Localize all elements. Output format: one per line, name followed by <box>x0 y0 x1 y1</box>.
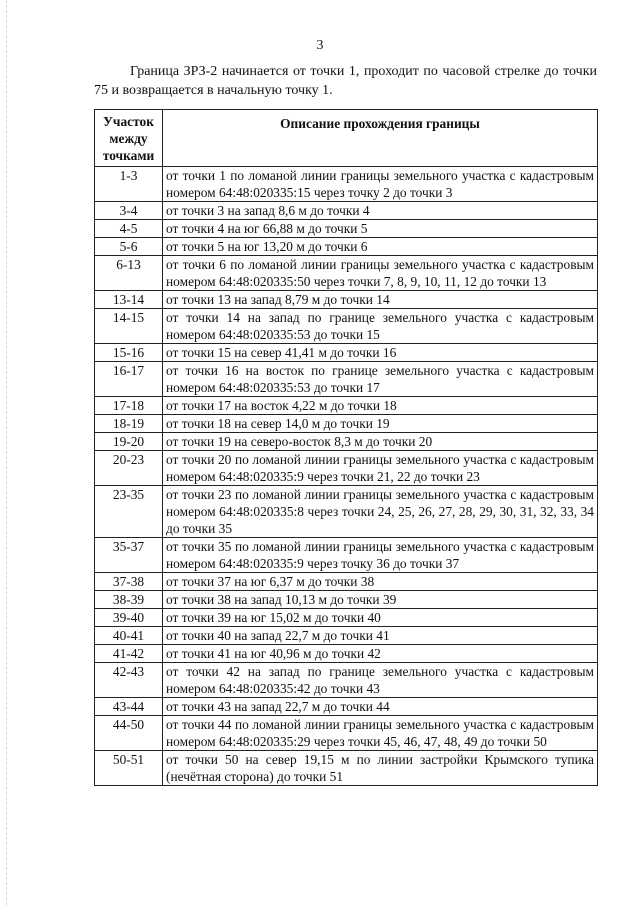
table-row <box>95 627 598 645</box>
segment-cell: 44-50 <box>95 716 163 751</box>
description-cell: от точки 20 по ломаной линии границы земельного участка с кадастровым номером 64:48:020335:9 через точки 21, 22 до точки 23 <box>163 451 598 486</box>
segment-cell: 43-44 <box>95 698 163 716</box>
table-row <box>95 415 598 433</box>
intro-paragraph: Граница ЗРЗ-2 начинается от точки 1, проходит по часовой стрелке до точки 75 и возвращается в начальную точку 1. <box>94 64 597 98</box>
table-row <box>95 573 598 591</box>
description-cell: от точки 13 на запад 8,79 м до точки 14 <box>163 291 598 309</box>
table-row <box>95 256 598 291</box>
table-row <box>95 609 598 627</box>
table-row <box>95 309 598 344</box>
table-row <box>95 291 598 309</box>
segment-cell: 19-20 <box>95 433 163 451</box>
description-cell: от точки 38 на запад 10,13 м до точки 39 <box>163 591 598 609</box>
table-row <box>95 433 598 451</box>
description-cell: от точки 6 по ломаной линии границы земельного участка с кадастровым номером 64:48:020335:50 через точки 7, 8, 9, 10, 11, 12 до точки 13 <box>163 256 598 291</box>
header-segment: Участок между точками <box>95 110 163 167</box>
segment-cell: 3-4 <box>95 202 163 220</box>
table-row <box>95 451 598 486</box>
description-cell: от точки 17 на восток 4,22 м до точки 18 <box>163 397 598 415</box>
table-row <box>95 202 598 220</box>
segment-cell: 38-39 <box>95 591 163 609</box>
segment-cell: 15-16 <box>95 344 163 362</box>
scan-edge <box>6 0 7 905</box>
description-cell: от точки 50 на север 19,15 м по линии застройки Крымского тупика (нечётная сторона) до точки 51 <box>163 751 598 786</box>
segment-cell: 37-38 <box>95 573 163 591</box>
table-row <box>95 238 598 256</box>
boundary-table <box>94 109 598 786</box>
segment-cell: 39-40 <box>95 609 163 627</box>
segment-cell: 13-14 <box>95 291 163 309</box>
segment-cell: 41-42 <box>95 645 163 663</box>
segment-cell: 16-17 <box>95 362 163 397</box>
description-cell: от точки 15 на север 41,41 м до точки 16 <box>163 344 598 362</box>
table-row <box>95 538 598 573</box>
description-cell: от точки 19 на северо-восток 8,3 м до точки 20 <box>163 433 598 451</box>
description-cell: от точки 40 на запад 22,7 м до точки 41 <box>163 627 598 645</box>
description-cell: от точки 3 на запад 8,6 м до точки 4 <box>163 202 598 220</box>
description-cell: от точки 5 на юг 13,20 м до точки 6 <box>163 238 598 256</box>
description-cell: от точки 18 на север 14,0 м до точки 19 <box>163 415 598 433</box>
segment-cell: 14-15 <box>95 309 163 344</box>
segment-cell: 35-37 <box>95 538 163 573</box>
description-cell: от точки 37 на юг 6,37 м до точки 38 <box>163 573 598 591</box>
segment-cell: 23-35 <box>95 486 163 538</box>
description-cell: от точки 39 на юг 15,02 м до точки 40 <box>163 609 598 627</box>
table-row <box>95 362 598 397</box>
segment-cell: 50-51 <box>95 751 163 786</box>
description-cell: от точки 4 на юг 66,88 м до точки 5 <box>163 220 598 238</box>
table-row <box>95 397 598 415</box>
segment-cell: 20-23 <box>95 451 163 486</box>
segment-cell: 18-19 <box>95 415 163 433</box>
table-row <box>95 220 598 238</box>
description-cell: от точки 41 на юг 40,96 м до точки 42 <box>163 645 598 663</box>
description-cell: от точки 14 на запад по границе земельного участка с кадастровым номером 64:48:020335:53 до точки 15 <box>163 309 598 344</box>
segment-cell: 40-41 <box>95 627 163 645</box>
description-cell: от точки 23 по ломаной линии границы земельного участка с кадастровым номером 64:48:020335:8 через точки 24, 25, 26, 27, 28, 29, 30, 31, 32, 33, 34 до точки 35 <box>163 486 598 538</box>
segment-cell: 4-5 <box>95 220 163 238</box>
description-cell: от точки 35 по ломаной линии границы земельного участка с кадастровым номером 64:48:020335:9 через точку 36 до точки 37 <box>163 538 598 573</box>
table-row <box>95 486 598 538</box>
page-number: 3 <box>316 38 324 53</box>
header-description: Описание прохождения границы <box>163 110 598 167</box>
description-cell: от точки 1 по ломаной линии границы земельного участка с кадастровым номером 64:48:020335:15 через точку 2 до точки 3 <box>163 167 598 202</box>
segment-cell: 42-43 <box>95 663 163 698</box>
segment-cell: 17-18 <box>95 397 163 415</box>
table-row <box>95 716 598 751</box>
table-row <box>95 751 598 786</box>
table-row <box>95 344 598 362</box>
description-cell: от точки 42 на запад по границе земельного участка с кадастровым номером 64:48:020335:42 до точки 43 <box>163 663 598 698</box>
segment-cell: 1-3 <box>95 167 163 202</box>
table-body <box>95 167 598 786</box>
description-cell: от точки 44 по ломаной линии границы земельного участка с кадастровым номером 64:48:020335:29 через точки 45, 46, 47, 48, 49 до точки 50 <box>163 716 598 751</box>
segment-cell: 5-6 <box>95 238 163 256</box>
segment-cell: 6-13 <box>95 256 163 291</box>
table-row <box>95 645 598 663</box>
description-cell: от точки 43 на запад 22,7 м до точки 44 <box>163 698 598 716</box>
table-row <box>95 167 598 202</box>
table-header-row <box>95 110 598 167</box>
table-row <box>95 663 598 698</box>
description-cell: от точки 16 на восток по границе земельного участка с кадастровым номером 64:48:020335:53 до точки 17 <box>163 362 598 397</box>
table-row <box>95 698 598 716</box>
table-row <box>95 591 598 609</box>
